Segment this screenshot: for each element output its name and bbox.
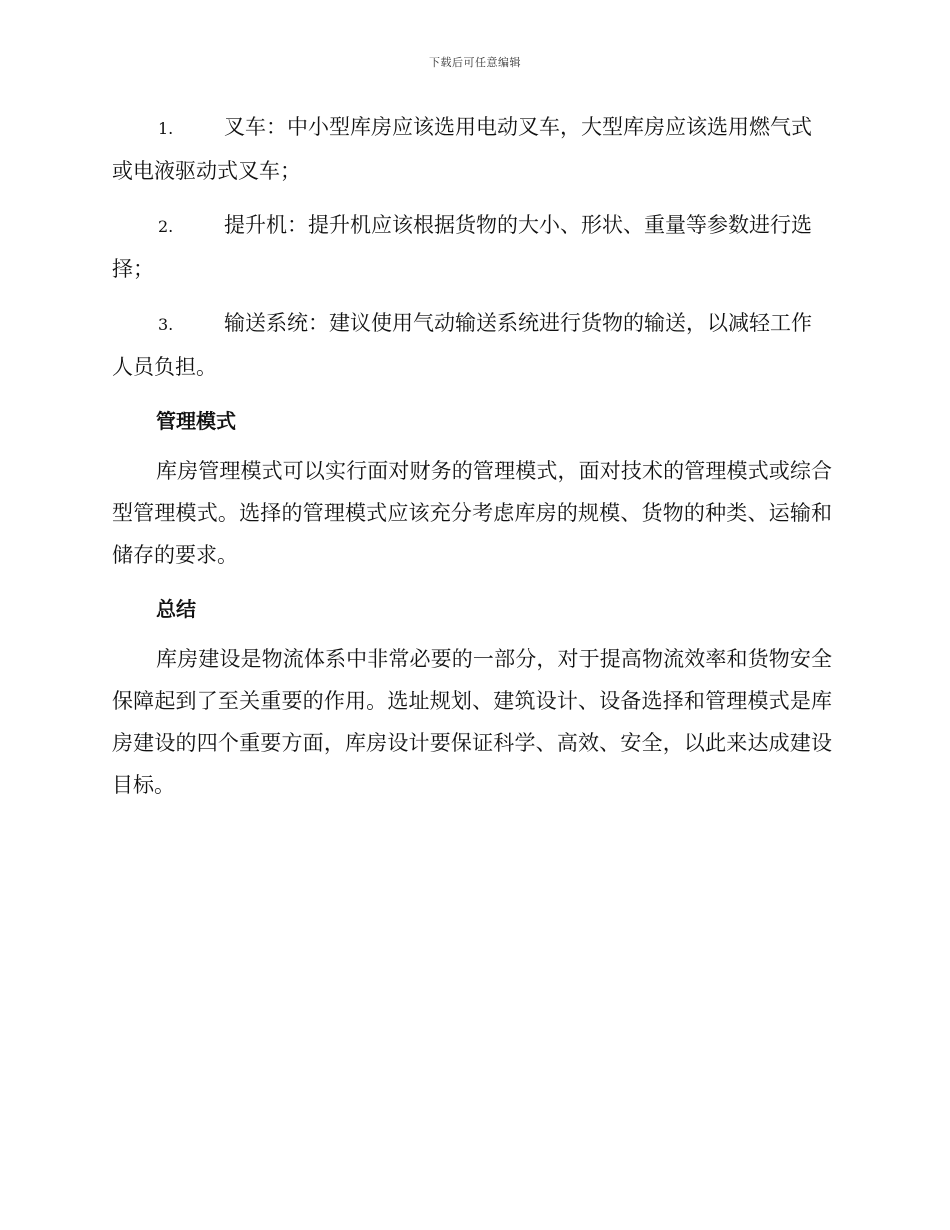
list-item-number: 2.	[158, 217, 174, 236]
document-body	[112, 106, 832, 818]
section-heading-summary: 总结	[156, 597, 196, 621]
section-heading-management: 管理模式	[156, 409, 236, 433]
list-item-number: 3.	[158, 315, 174, 334]
list-item-text: 输送系统：建议使用气动输送系统进行货物的输送，以减轻工作人员负担。	[112, 311, 812, 379]
list-item-number: 1.	[158, 119, 174, 138]
section-body-management: 库房管理模式可以实行面对财务的管理模式，面对技术的管理模式或综合型管理模式。选择的管理模式应该充分考虑库房的规模、货物的种类、运输和储存的要求。	[112, 459, 832, 567]
list-item-forklift	[112, 106, 832, 192]
list-item-text: 提升机：提升机应该根据货物的大小、形状、重量等参数进行选择；	[112, 213, 812, 281]
list-item-conveyor	[112, 302, 832, 388]
section-body-summary: 库房建设是物流体系中非常必要的一部分，对于提高物流效率和货物安全保障起到了至关重要的作用。选址规划、建筑设计、设备选择和管理模式是库房建设的四个重要方面，库房设计要保证科学、高效、安全，以此来达成建设目标。	[112, 647, 832, 797]
list-item-hoist	[112, 204, 832, 290]
page-header-note: 下载后可任意编辑	[429, 56, 521, 69]
list-item-text: 叉车：中小型库房应该选用电动叉车，大型库房应该选用燃气式或电液驱动式叉车；	[112, 115, 812, 183]
